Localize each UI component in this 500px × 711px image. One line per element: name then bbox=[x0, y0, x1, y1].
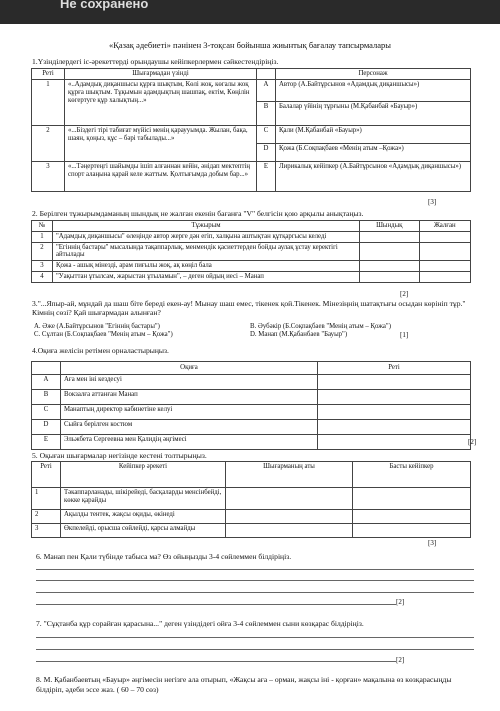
character-cell: Қали (М.Қабанбай «Бауыр») bbox=[276, 126, 471, 144]
main-character-cell[interactable] bbox=[353, 510, 471, 524]
event-letter: D bbox=[32, 420, 61, 435]
option-letter: D bbox=[257, 144, 276, 162]
header-cell bbox=[32, 362, 61, 375]
row-number: 4 bbox=[32, 272, 53, 283]
main-character-cell[interactable] bbox=[353, 488, 471, 510]
header-cell: Реті bbox=[318, 362, 471, 375]
action-cell: Ақылды тентек, жақсы оқиды, өкінеді bbox=[61, 510, 226, 524]
header-cell: Оқиға bbox=[61, 362, 318, 375]
false-cell[interactable] bbox=[419, 261, 470, 272]
event-letter: E bbox=[32, 435, 61, 450]
event-cell: Сыйға берілген костюм bbox=[61, 420, 318, 435]
option-letter: E bbox=[257, 162, 276, 192]
option-letter: C bbox=[257, 126, 276, 144]
document-title: «Қазақ әдебиеті» пәнінен 3-тоқсан бойынша жиынтық бағалау тапсырмалары bbox=[108, 40, 391, 50]
question-1: 1.Үзінділердегі іс-әрекеттерді орындаушы кейіпкерлермен сәйкестендіріңіз. bbox=[32, 57, 279, 66]
header-cell: Реті bbox=[32, 69, 65, 80]
true-cell[interactable] bbox=[360, 231, 420, 242]
answer-line[interactable] bbox=[36, 637, 474, 638]
answer-line[interactable] bbox=[36, 569, 474, 570]
statement-cell: Қожа - ашық мінезді, арам пиғылы жоқ, ақ көңіл бала bbox=[53, 261, 360, 272]
event-letter: A bbox=[32, 375, 61, 390]
work-title-cell[interactable] bbox=[226, 524, 353, 538]
question-8: 8. М. Қабанбаевтың «Бауыр» әңгімесін негізге ала отырып, «Жақсы аға – орман, жақсы іні - қорған» мақалына өз көзқарасыңды білдіріп, әдеби эссе жаз. ( 60 – 70 сөз) bbox=[36, 675, 452, 694]
event-cell: Аға мен іні кездесуі bbox=[61, 375, 318, 390]
header-cell: Тұжырым bbox=[53, 221, 360, 232]
order-cell[interactable] bbox=[318, 390, 471, 405]
header-cell: Шындық bbox=[360, 221, 420, 232]
question-7: 7. "Сұқтанба құр сорайған қарасына..." деген үзіндідегі ойға 3-4 сөйлеммен сыни көзқарас білдіріңіз. bbox=[36, 619, 364, 628]
action-cell: Өкпелейді, орысша сөйлейді, қарсы алмайды bbox=[61, 524, 226, 538]
option-b: B. Әубәкір (Б.Соқпақбаев "Менің атым – Қожа") bbox=[250, 323, 391, 330]
event-cell: Эльжбета Сергеевна мен Қалидің әңгімесі bbox=[61, 435, 318, 450]
excerpt-cell: «...Тәңертеңгі шайымды ішіп алғаннан кейін, әнідап мектептің спорт алаңына қарай келе жаттым. Қолтығымда добым бар...» bbox=[65, 162, 257, 192]
answer-line[interactable] bbox=[36, 604, 396, 605]
event-letter: C bbox=[32, 405, 61, 420]
answer-line[interactable] bbox=[36, 649, 474, 650]
statement-cell: "Адамдық диқаншысы" өлеңінде автор жерге дән егіп, халқына аштықтан құтқаргысы келеді bbox=[53, 231, 360, 242]
row-number: 1 bbox=[32, 231, 53, 242]
header-cell: Басты кейіпкер bbox=[353, 462, 471, 488]
q7-score: [2] bbox=[396, 656, 405, 664]
question-3: 3."...Япыр-ай, мұндай да шаш біте береді екен-ау! Мынау шаш емес, тікенек қой.Тікенек. Мінезіңнің шатақтығы осыдан көрініп тұр." Кімнің сөзі? Қай шығармадан алынған? bbox=[32, 299, 466, 318]
order-cell[interactable] bbox=[318, 405, 471, 420]
false-cell[interactable] bbox=[419, 242, 470, 261]
action-cell: Тәкаппарланады, шікірейеді, басқаларды менсінбейді, көкке қарайды bbox=[61, 488, 226, 510]
row-number: 2 bbox=[32, 242, 53, 261]
event-letter: B bbox=[32, 390, 61, 405]
work-title-cell[interactable] bbox=[226, 510, 353, 524]
option-d: D. Манап (М.Қабанбаев "Бауыр") bbox=[250, 331, 348, 338]
save-status: Не сохранено bbox=[60, 0, 149, 11]
true-cell[interactable] bbox=[360, 242, 420, 261]
row-number: 1 bbox=[32, 80, 65, 126]
row-number: 3 bbox=[32, 524, 61, 538]
false-cell[interactable] bbox=[419, 272, 470, 283]
excerpt-cell: «...Біздегі тірі табиғат мүйісі менің қараууымда. Жылан, бақа, шаян, қоңыз, құс – бәрі табылады...» bbox=[65, 126, 257, 162]
row-number: 3 bbox=[32, 162, 65, 192]
question-4: 4.Оқиға желісін ретімен орналастырыңыз. bbox=[32, 346, 169, 355]
q4-table bbox=[31, 361, 471, 450]
order-cell[interactable] bbox=[318, 420, 471, 435]
true-cell[interactable] bbox=[360, 261, 420, 272]
q5-score: [3] bbox=[428, 539, 437, 547]
q1-score: [3] bbox=[428, 198, 437, 206]
false-cell[interactable] bbox=[419, 231, 470, 242]
answer-line[interactable] bbox=[36, 592, 474, 593]
row-number: 3 bbox=[32, 261, 53, 272]
order-cell[interactable] bbox=[318, 435, 471, 450]
header-cell: Персонаж bbox=[276, 69, 471, 80]
header-cell: Жалған bbox=[419, 221, 470, 232]
header-cell: Реті bbox=[32, 462, 61, 488]
q6-score: [2] bbox=[396, 598, 405, 606]
character-cell: Автор (А.Байтұрсынов «Адамдық диқаншысы») bbox=[276, 80, 471, 102]
option-letter: A bbox=[257, 80, 276, 102]
excerpt-cell: «..Адамдық диқаншысы құрға шықтым, Көлі жоқ, көгалы жоқ құрға шықтым. Тұқымын адамдықтың шашпақ, ектім, Көңілін көгертуге құр халықтың...» bbox=[65, 80, 257, 126]
answer-line[interactable] bbox=[36, 580, 474, 581]
row-number: 1 bbox=[32, 488, 61, 510]
header-cell: Шығармадан үзінді bbox=[65, 69, 257, 80]
q5-table bbox=[31, 461, 471, 538]
statement-cell: "Уақыттан ұтылсам, жарыстан ұтыламын", – деген ойдың иесі – Манап bbox=[53, 272, 360, 283]
true-cell[interactable] bbox=[360, 272, 420, 283]
question-5: 5. Оқыған шығармалар негізінде кестені толтырыңыз. bbox=[32, 451, 207, 460]
header-cell bbox=[257, 69, 276, 80]
event-cell: Манаптың директор кабинетіне келуі bbox=[61, 405, 318, 420]
order-cell[interactable] bbox=[318, 375, 471, 390]
top-bar bbox=[0, 0, 500, 24]
q3-score: [1] bbox=[400, 331, 409, 339]
header-cell: Кейіпкер әрекеті bbox=[61, 462, 226, 488]
document-page bbox=[0, 24, 500, 711]
q2-table bbox=[31, 220, 471, 283]
option-letter: B bbox=[257, 102, 276, 126]
q1-table bbox=[31, 68, 471, 192]
main-character-cell[interactable] bbox=[353, 524, 471, 538]
character-cell: Балалар үйінің тұрғыны (М.Қабанбай «Бауыр») bbox=[276, 102, 471, 126]
q4-score: [2] bbox=[468, 438, 477, 446]
character-cell: Қожа (Б.Соқпақбаев «Менің атым –Қожа») bbox=[276, 144, 471, 162]
work-title-cell[interactable] bbox=[226, 488, 353, 510]
option-c: C. Сұлтан (Б.Соқпақбаев "Менің атым – Қожа") bbox=[34, 331, 173, 338]
question-2: 2. Берілген тұжырымдаманың шындық не жалған екенін бағанға "V" белгісін қою арқылы анықтаңыз. bbox=[32, 209, 364, 218]
event-cell: Вокзалға аттанған Манап bbox=[61, 390, 318, 405]
q2-score: [2] bbox=[400, 290, 409, 298]
row-number: 2 bbox=[32, 510, 61, 524]
answer-line[interactable] bbox=[36, 661, 396, 662]
statement-cell: "Егіннің бастары" мысалында тақаппарлық, менмендік қасиеттерден бойды аулақ ұстау керектігі айтылады bbox=[53, 242, 360, 261]
row-number: 2 bbox=[32, 126, 65, 162]
header-cell: Шығарманың аты bbox=[226, 462, 353, 488]
header-cell: № bbox=[32, 221, 53, 232]
option-a: A. Әже (А.Байтұрсынов "Егіннің бастары") bbox=[34, 323, 160, 330]
character-cell: Лирикалық кейіпкер (А.Байтұрсынов «Адамдық диқаншысы») bbox=[276, 162, 471, 192]
question-6: 6. Манап пен Қали түбінде табыса ма? Өз ойыңызды 3-4 сөйлеммен білдіріңіз. bbox=[36, 552, 292, 561]
